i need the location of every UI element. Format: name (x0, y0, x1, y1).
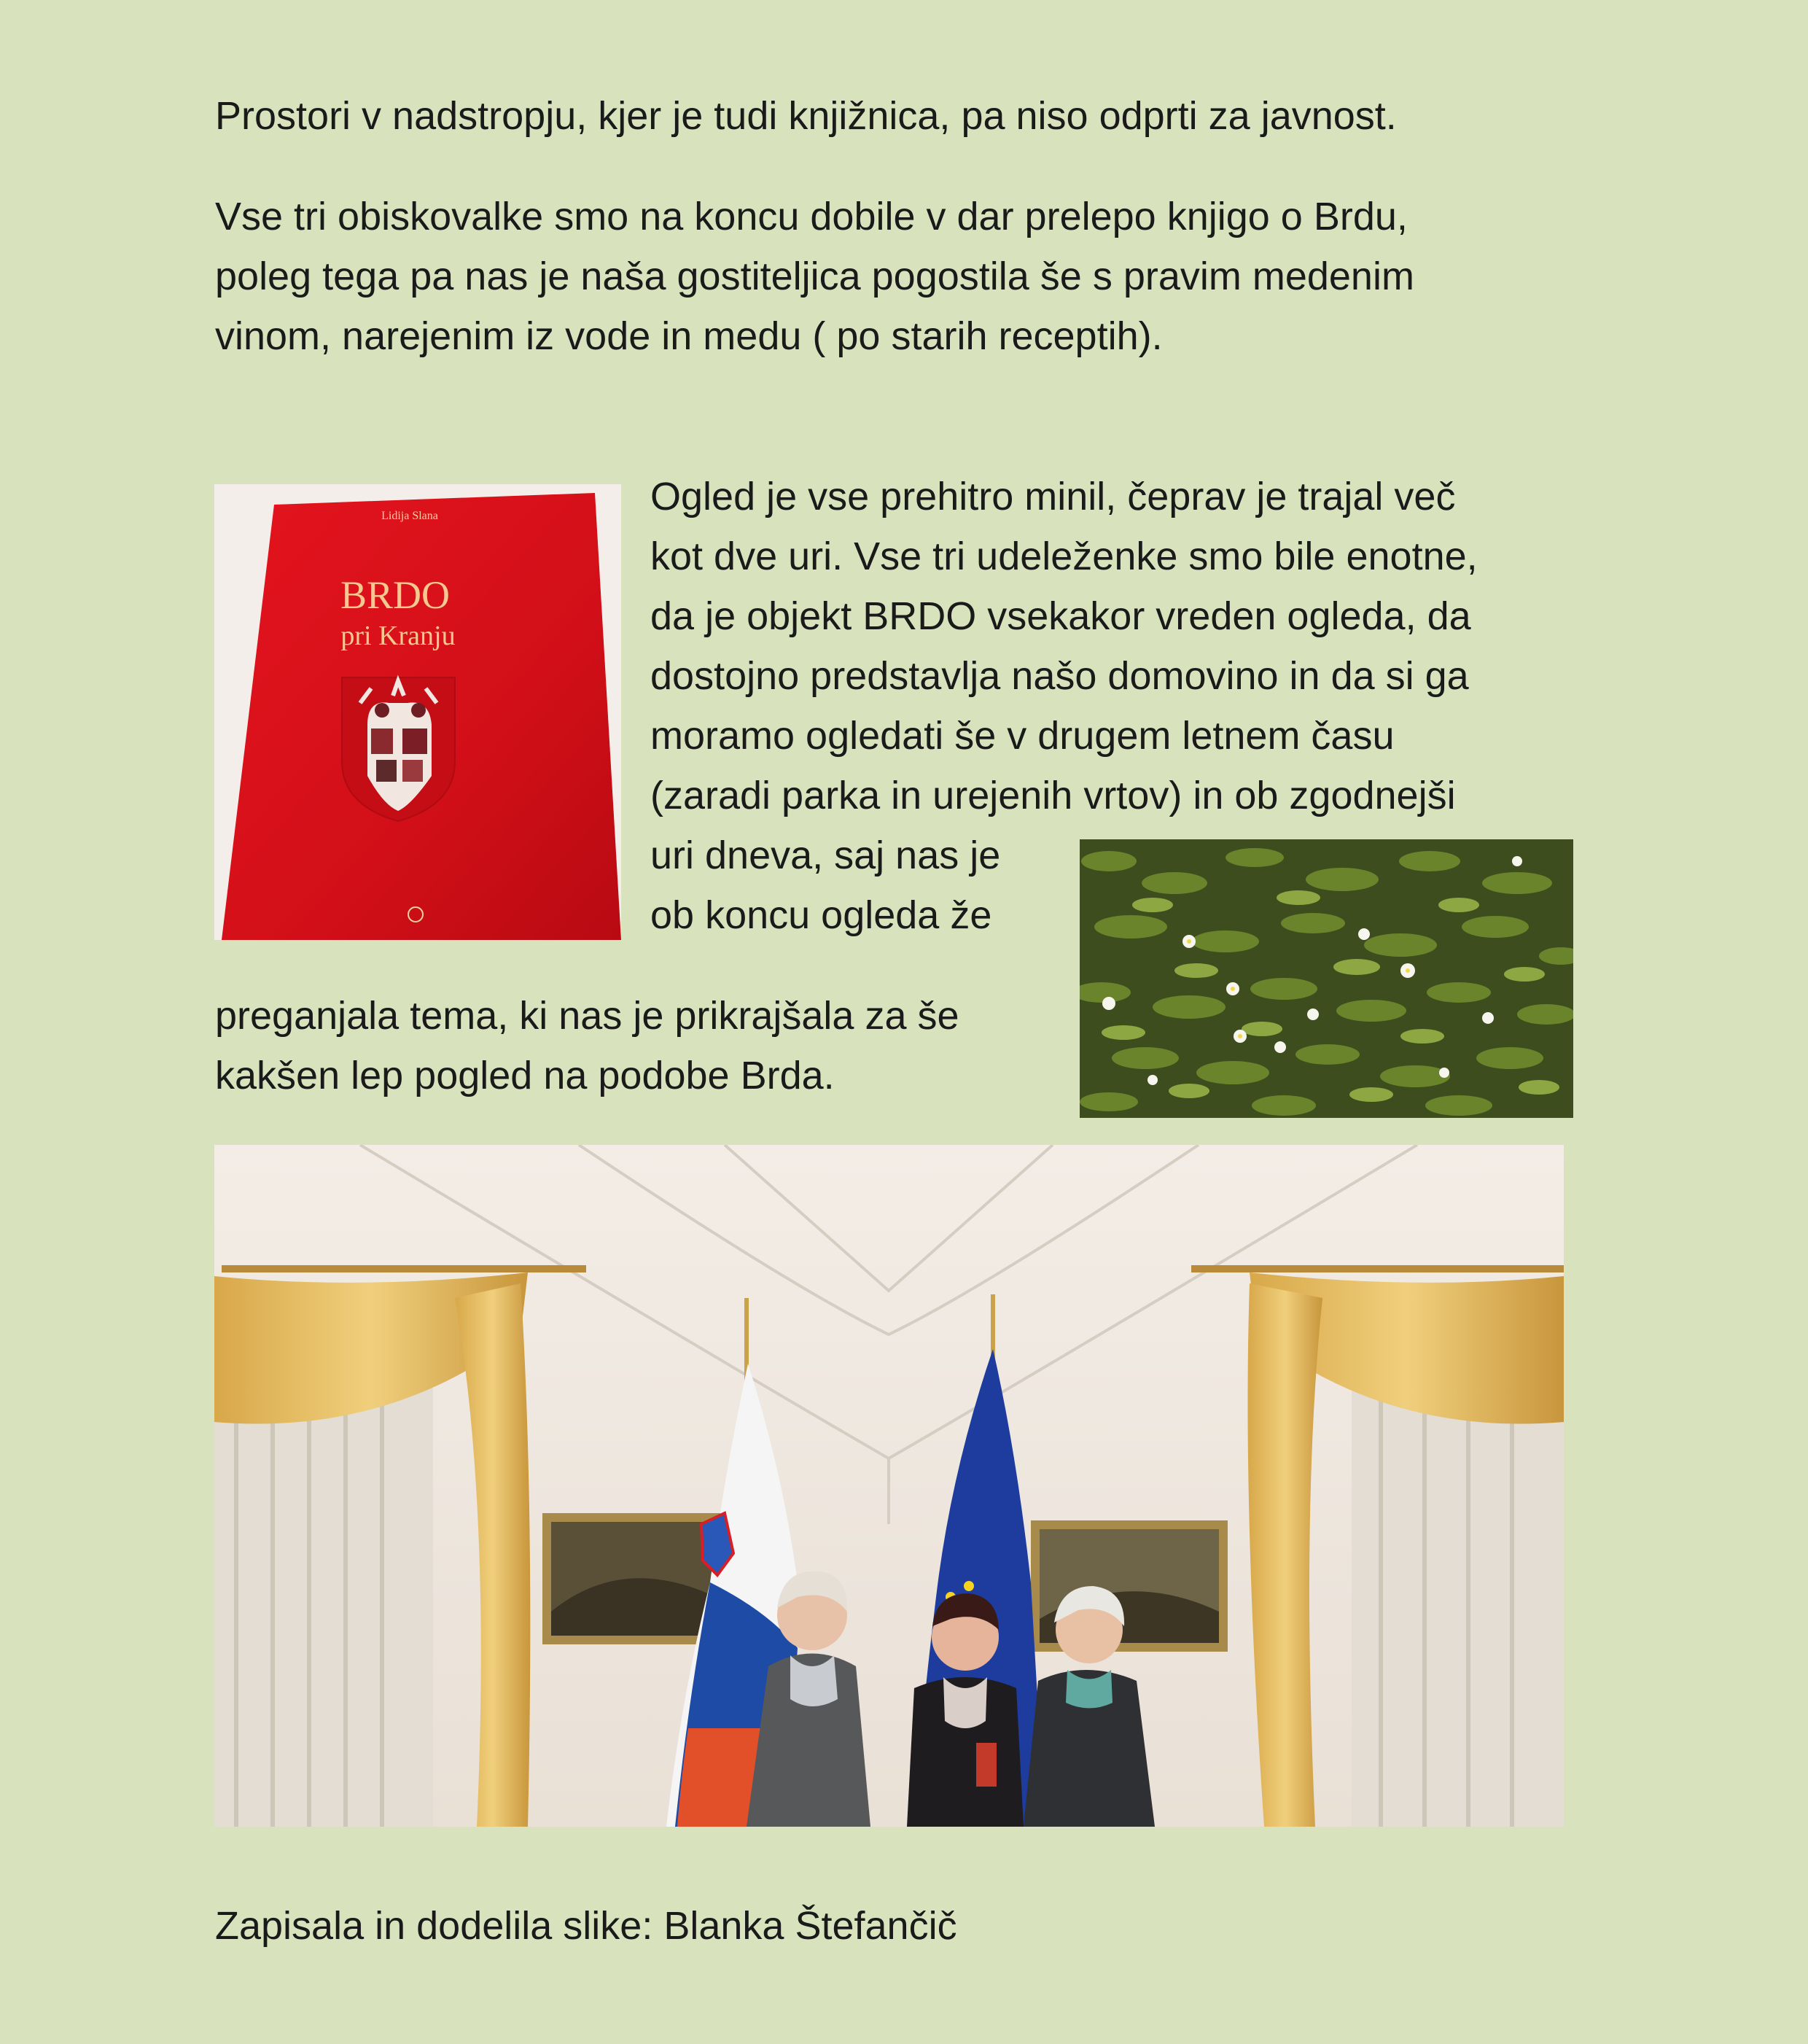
paragraph-dusk (215, 986, 959, 1105)
text-line: moramo ogledati še v drugem letnem času (650, 714, 1395, 758)
text-line: (zaradi parka in urejenih vrtov) in ob zgodnejši (650, 774, 1456, 817)
text-line: kot dve uri. Vse tri udeleženke smo bile enotne, (650, 535, 1478, 578)
paragraph-intro (215, 86, 1397, 146)
book-cover-photo (214, 484, 621, 940)
paragraph-gift (215, 187, 1414, 366)
text-line: ob koncu ogleda že (650, 893, 992, 937)
book-title-line1: BRDO (340, 573, 451, 617)
text-line: dostojno predstavlja našo domovino in da si ga (650, 654, 1469, 698)
text-line: preganjala tema, ki nas je prikrajšala za še (215, 994, 959, 1038)
text-line: Prostori v nadstropju, kjer je tudi knjižnica, pa niso odprti za javnost. (215, 94, 1397, 138)
text-line: vinom, narejenim iz vode in medu ( po starih receptih). (215, 314, 1163, 358)
water-lilies-photo (1080, 839, 1573, 1118)
author-signature: Zapisala in dodelila slike: Blanka Štefančič (215, 1904, 957, 1948)
coat-of-arms-icon (342, 677, 455, 821)
text-line: uri dneva, saj nas je (650, 833, 1001, 877)
book-title-line2: pri Kranju (340, 621, 456, 651)
text-line: kakšen lep pogled na podobe Brda. (215, 1054, 835, 1097)
text-line: Ogled je vse prehitro minil, čeprav je trajal več (650, 475, 1456, 518)
text-line: Vse tri obiskovalke smo na koncu dobile v dar prelepo knjigo o Brdu, (215, 195, 1408, 238)
text-line: poleg tega pa nas je naša gostiteljica pogostila še s pravim medenim (215, 254, 1414, 298)
book-author: Lidija Slana (381, 510, 438, 522)
group-photo (214, 1145, 1564, 1827)
text-line: da je objekt BRDO vsekakor vreden ogleda, da (650, 594, 1471, 638)
